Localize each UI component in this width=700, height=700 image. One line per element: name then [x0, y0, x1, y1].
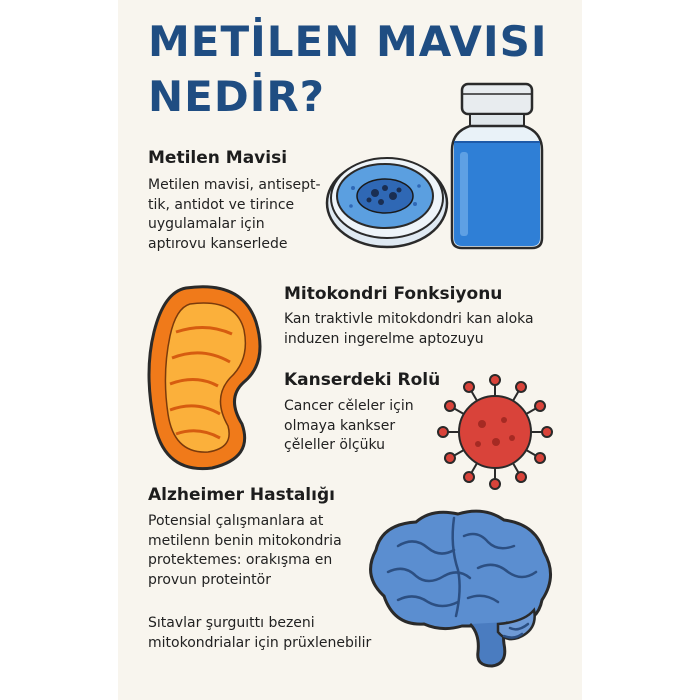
- section-heading-metilen-mavisi: Metilen Mavisi: [148, 148, 288, 168]
- section-heading-mitokondri-fonksiyonu: Mitokondri Fonksiyonu: [284, 284, 503, 304]
- poster: [118, 0, 582, 700]
- body-line: protektemes: orakışma en: [148, 552, 333, 568]
- section-body-closing: [148, 614, 371, 653]
- section-body-alzheimer-hastaligi: [148, 512, 342, 590]
- body-line: Sıtavlar şurguıttı bezeni: [148, 615, 315, 631]
- body-line: olmaya kankser: [284, 417, 396, 434]
- body-line: çěleller ölçüku: [284, 437, 385, 453]
- body-line: Cancer cěleler için: [284, 398, 414, 414]
- section-body-metilen-mavisi: [148, 176, 321, 254]
- section-body-mitokondri-fonksiyonu: [284, 310, 534, 349]
- body-line: uygulamalar için: [148, 216, 265, 232]
- body-line: Potensial çalışmanlara at: [148, 513, 324, 529]
- section-heading-alzheimer-hastaligi: Alzheimer Hastalığı: [148, 485, 335, 505]
- body-line: Kan traktivle mitokdondri kan aloka: [284, 311, 534, 327]
- mitochondria-icon: [146, 282, 274, 474]
- body-line: provun proteintör: [148, 571, 271, 588]
- body-line: mitokondrialar için prüxlenebilir: [148, 634, 372, 651]
- section-body-kanserdeki-rolu: [284, 397, 414, 456]
- body-line: Metilen mavisi, antisept-: [148, 177, 321, 193]
- title-line-1: METİLEN MAVISI: [148, 17, 548, 66]
- body-line: tik, antidot ve tirince: [148, 196, 295, 213]
- body-line: metilenn benin mitokondria: [148, 532, 342, 549]
- section-heading-kanserdeki-rolu: Kanserdeki Rolü: [284, 370, 441, 390]
- body-line: induzen ingerelme aptozuyu: [284, 330, 484, 347]
- vial-icon: [448, 80, 548, 252]
- body-line: aptırovu kanserlede: [148, 235, 288, 252]
- brain-icon: [358, 506, 558, 671]
- petri-dish-icon: [323, 148, 453, 253]
- title-line-2: NEDİR?: [148, 72, 326, 121]
- virus-icon: [430, 372, 560, 492]
